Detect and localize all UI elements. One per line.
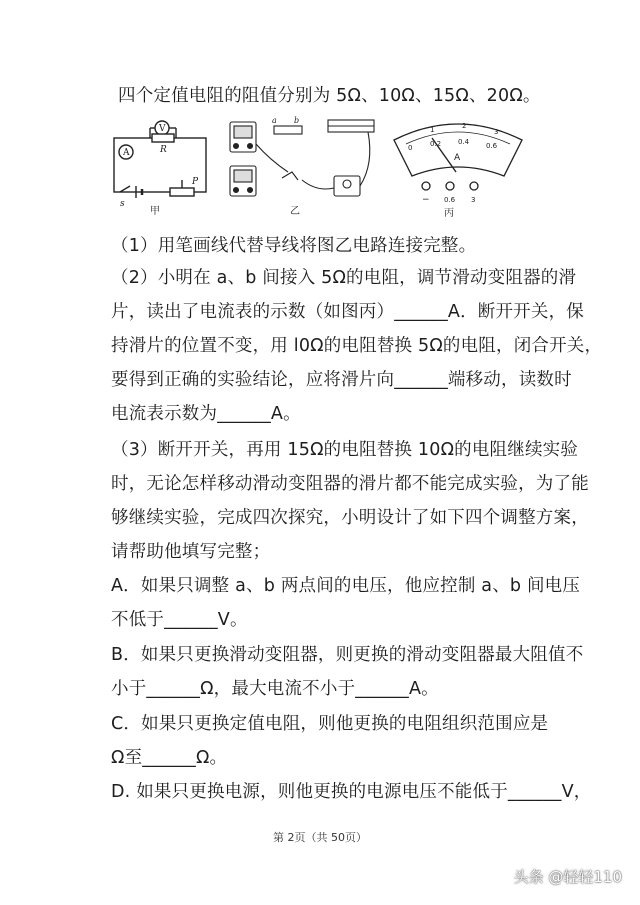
ammeter-label: A [123,148,130,158]
scale-label-3: 3 [494,128,499,136]
terminal-label-3: 3 [471,196,476,204]
ammeter-unit: A [454,153,461,163]
option-c-line-2: Ω至______Ω。 [111,748,228,768]
terminal-label-0-6: 0.6 [444,196,456,204]
fixed-resistor [274,126,302,134]
question-1: （1）用笔画线代替导线将图乙电路连接完整。 [111,236,477,256]
voltmeter-label: V [159,124,166,134]
scale-label-2: 2 [462,122,467,130]
figure-label-yi: 乙 [290,206,300,217]
terminal-3 [470,182,478,190]
option-b-line-2: 小于______Ω，最大电流不小于______A。 [111,679,439,699]
figure-label-jia: 甲 [150,206,160,217]
resistor-symbol [152,134,174,142]
question-3-line-4: 请帮助他填写完整； [111,542,271,562]
knife-switch [282,172,298,180]
wire-label-b: b [294,116,300,125]
terminal-minus [422,182,430,190]
slider-label: P [192,177,199,187]
question-3-line-1: （3）断开开关，再用 15Ω的电阻替换 10Ω的电阻继续实验 [111,440,579,460]
scale-label-0-2: 0.2 [430,140,442,148]
scale-label-1: 1 [430,126,435,134]
option-a-line-2: 不低于______V。 [111,610,248,630]
wire-label-a: a [272,116,277,125]
option-b-line-1: B．如果只更换滑动变阻器，则更换的滑动变阻器最大阻值不 [111,645,584,665]
rheostat-symbol [170,188,194,196]
option-a-line-1: A．如果只调整 a、b 两点间的电压，他应控制 a、b 间电压 [111,576,581,596]
option-d-line-1: D. 如果只更换电源，则他更换的电源电压不能低于______V， [111,782,592,802]
scale-label-0: 0 [408,144,413,152]
figure-label-bing: 丙 [444,208,454,219]
question-3-line-2: 时，无论怎样移动滑动变阻器的滑片都不能完成实验，为了能 [111,474,589,494]
intro-line: 四个定值电阻的阻值分别为 5Ω、10Ω、15Ω、20Ω。 [118,86,541,106]
switch-symbol [120,186,130,192]
question-2-line-2: 片，读出了电流表的示数（如图丙）______A．断开开关，保 [111,302,584,322]
question-2-line-5: 电流表示数为______A。 [111,404,301,424]
question-2-line-1: （2）小明在 a、b 间接入 5Ω的电阻，调节滑动变阻器的滑 [111,268,577,288]
option-c-line-1: C．如果只更换定值电阻，则他更换的电阻组织范围应是 [111,714,549,734]
question-2-line-3: 持滑片的位置不变，用 l0Ω的电阻替换 5Ω的电阻，闭合开关， [111,336,603,356]
question-2-line-4: 要得到正确的实验结论，应将滑片向______端移动，读数时 [111,370,572,390]
terminal-0-6 [446,182,454,190]
apparatus-yi [230,120,374,196]
scale-label-0-6: 0.6 [486,142,498,150]
scale-label-0-4: 0.4 [458,138,470,146]
switch-label: s [120,199,125,209]
resistor-label: R [160,145,167,155]
terminal-label-minus: − [422,195,430,205]
question-3-line-3: 够继续实验，完成四次探究，小明设计了如下四个调整方案， [111,508,589,528]
page-number-footer: 第 2页（共 50页） [273,831,367,844]
experiment-figures [112,114,532,226]
watermark: 头条 @轻轻110 [513,868,622,886]
